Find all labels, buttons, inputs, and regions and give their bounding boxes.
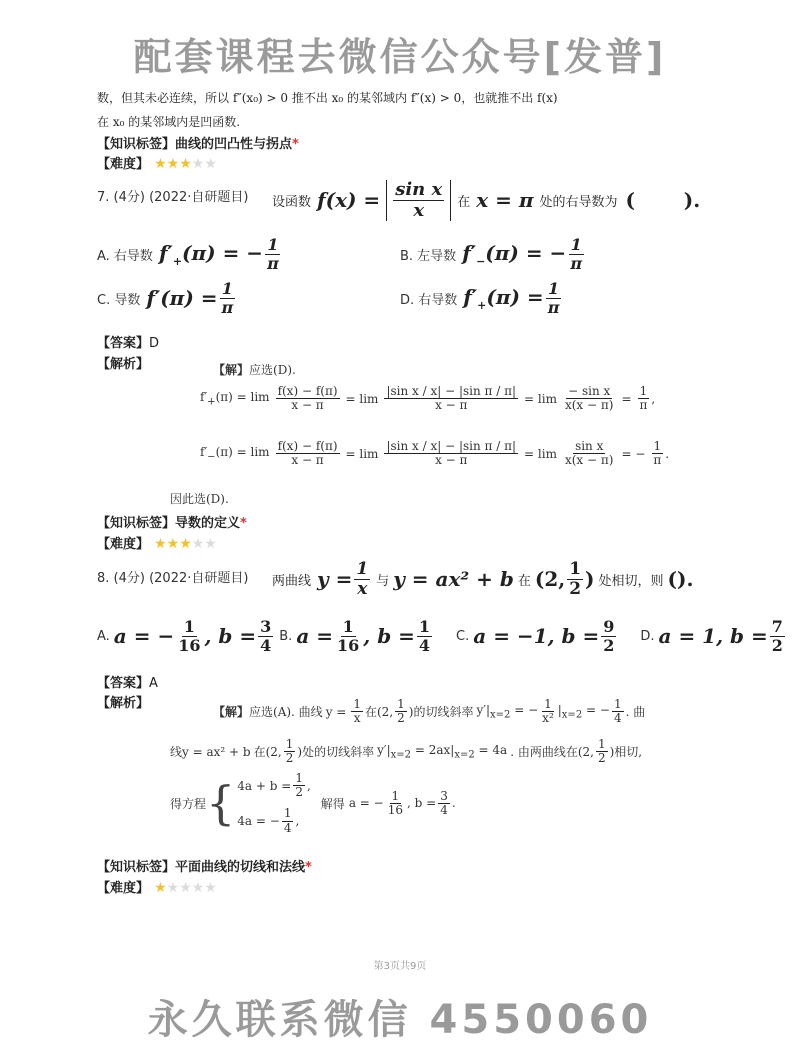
q7-option-d	[400, 280, 563, 316]
q7-option-d-frac: $\frac{1}{\pi}$	[547, 279, 560, 317]
prev-text-line2: 在 x₀ 的某邻域内是凹函数.	[97, 115, 241, 129]
star-empty-icon: ★	[179, 880, 192, 896]
star-empty-icon: ★	[191, 880, 205, 896]
q7-option-b-frac: $\frac{1}{\pi}$	[570, 235, 583, 273]
q7-solution-right-derivative: $f'_+(\pi) = \lim$ $\frac{f(x) - f(\pi)}{x - \pi}$ = lim $\frac{\text{|sin x / x| − |sin π / π|}}{x - \pi}$ = lim $\frac{\text{− sin x}}{x(x - \pi)}$ = $\frac{1}{\pi}$ ,	[200, 384, 656, 413]
q7-answer-value: D	[149, 336, 160, 351]
prev-knowledge-tag	[97, 133, 299, 152]
q8-solution-line2: 线 y = ax² + b 在 (2, $\frac{1}{2}$ ) 处的切线斜率 $y'|_{x=2} = 2ax|_{x=2} = 4a$ . 由两曲线在 (2, $\frac{1}{2}$ ) 相切,	[170, 737, 643, 766]
star-filled-icon: ★	[166, 536, 180, 552]
q8-answer-value: A	[149, 676, 158, 691]
q8-solution-line2-d: . 由两曲线在	[510, 745, 578, 760]
q8-option-a-frac2: $\frac{3}{4}$	[260, 617, 272, 655]
difficulty-stars	[154, 877, 217, 896]
q7-option-a	[97, 236, 283, 272]
q8-stem-post: 处相切，则	[598, 573, 664, 589]
required-mark: *	[240, 516, 247, 531]
difficulty-label: 【难度】	[97, 537, 150, 552]
q8-blank: ().	[667, 567, 694, 592]
q8-option-d: a = 1, b =	[658, 624, 768, 649]
q7-option-d-math: $f'_+(\pi)$ =	[463, 284, 544, 312]
q7-solution-intro-text: 应选(D).	[249, 363, 296, 377]
difficulty-label: 【难度】	[97, 881, 150, 896]
q8-curve1-frac: $\frac{1}{x}$	[356, 559, 369, 599]
q7-solution-head: 【解】	[213, 363, 250, 377]
q8-solution-line1-d: . 曲	[625, 705, 646, 720]
star-filled-icon: ★	[154, 880, 167, 896]
star-filled-icon: ★	[179, 536, 192, 552]
watermark-bottom: 永久联系微信 4550060	[147, 997, 653, 1043]
q8-curve2: y = ax² + b	[393, 567, 514, 592]
q8-point-close: )	[585, 567, 595, 592]
q7-answer	[97, 332, 159, 351]
q7-analysis-label: 【解析】	[97, 357, 150, 372]
q8-solution-line2-e: 相切,	[614, 745, 643, 760]
q7-solution-end: 因此选(D).	[170, 492, 229, 506]
prev-difficulty	[97, 153, 217, 172]
q7-solution-left-derivative: $f'_-(\pi) = \lim$ $\frac{f(x) - f(\pi)}{x - \pi}$ = lim $\frac{\text{|sin x / x| − |sin π / π|}}{x - \pi}$ = lim $\frac{\text{sin x}}{x(x - \pi)}$ = − $\frac{1}{\pi}$ .	[200, 439, 670, 468]
q7-option-b	[400, 236, 586, 272]
q7-stem-mid: 在	[457, 194, 471, 210]
q8-solution-line1: 【解】 应选(A). 曲线 y = $\frac{1}{x}$ 在 (2, $\frac{1}{2}$ ) 的切线斜率 $y'|_{x=2}$ = − $\frac{1}{\text{x²}}$ $|_{x=2}$ = − $\frac{1}{4}$ . 曲	[213, 697, 646, 726]
q8-answer-label: 【答案】	[97, 676, 150, 691]
q8-option-b-b: , b =	[363, 624, 415, 649]
q8-option-b-frac1: $\frac{1}{16}$	[337, 617, 360, 655]
required-mark: *	[305, 860, 312, 875]
q8-stem-mid2: 在	[517, 573, 531, 589]
star-filled-icon: ★	[179, 156, 192, 172]
q8-option-a-frac1: $\frac{1}{16}$	[178, 617, 201, 655]
q8-point-frac: $\frac{1}{2}$	[569, 559, 582, 599]
tag-value: 导数的定义	[175, 516, 241, 531]
q8-option-c: a = −1, b =	[473, 624, 600, 649]
q8-stem	[272, 560, 693, 598]
q8-header: 8. (4分) (2022·自研题目)	[97, 571, 249, 586]
star-empty-icon: ★	[191, 536, 205, 552]
q8-solution-line1-a: 应选(A). 曲线	[249, 705, 323, 720]
system-brace: {	[206, 776, 236, 831]
star-filled-icon: ★	[166, 156, 180, 172]
q8-solution-line3-a: 得方程	[170, 796, 207, 811]
q7-difficulty	[97, 533, 217, 552]
tag-label: 【知识标签】	[97, 516, 176, 531]
q8-option-b-label: B.	[279, 628, 293, 644]
star-empty-icon: ★	[166, 880, 180, 896]
q7-header: 7. (4分) (2022·自研题目)	[97, 190, 249, 205]
q7-option-b-math: $f'_-(\pi)$ = −	[462, 240, 567, 268]
tag-label: 【知识标签】	[97, 860, 176, 875]
q7-xpi: x = π	[476, 188, 534, 213]
q7-stem	[272, 180, 700, 221]
q8-curve1: y =	[317, 567, 353, 592]
q7-stem-post: 处的右导数为	[539, 194, 618, 210]
star-empty-icon: ★	[204, 156, 217, 172]
q8-solution-line1-c: 的切线斜率	[413, 705, 474, 720]
q7-option-c	[97, 280, 237, 316]
page-footer: 第3页共9页	[373, 961, 427, 972]
q7-option-a-label: A. 右导数	[97, 248, 153, 264]
q8-option-d-label: D.	[640, 628, 655, 644]
q7-option-c-label: C. 导数	[97, 292, 141, 308]
q8-solution-line2-c: 处的切线斜率	[302, 745, 375, 760]
q7-fx: f(x) =	[317, 188, 381, 213]
system-equations: 4a + b = $\frac{1}{2}$ , 4a = − $\frac{1}{4}$ ,	[237, 771, 311, 835]
difficulty-stars	[154, 533, 217, 552]
q7-option-a-math: $f'_+(\pi)$ = −	[158, 240, 264, 268]
tag-value: 曲线的凹凸性与拐点	[175, 137, 293, 152]
q7-option-b-label: B. 左导数	[400, 248, 457, 264]
q8-option-b: a =	[296, 624, 333, 649]
star-empty-icon: ★	[191, 156, 205, 172]
q8-point: (2,	[534, 567, 566, 592]
q7-solution-intro	[213, 361, 296, 378]
q7-answer-label: 【答案】	[97, 336, 150, 351]
q8-option-b-frac2: $\frac{1}{4}$	[418, 617, 431, 655]
q8-stem-pre: 两曲线	[272, 573, 312, 589]
q8-option-c-label: C.	[456, 628, 470, 644]
q7-frac: $\frac{\text{sin x}}{x}$	[395, 179, 443, 221]
q8-solution-line3-b: 解得	[320, 796, 345, 811]
difficulty-stars	[154, 153, 217, 172]
q7-option-d-label: D. 右导数	[400, 292, 458, 308]
star-empty-icon: ★	[204, 536, 217, 552]
watermark-top: 配套课程去微信公众号[发普]	[133, 35, 667, 79]
q8-solution-line3: 得方程 { 4a + b = $\frac{1}{2}$ , 4a = − $\frac{1}{4}$ , 解得 a = − $\frac{1}{16}$ , b = $\frac{3}{4}$ .	[170, 771, 456, 835]
tag-value: 平面曲线的切线和法线	[175, 860, 306, 875]
q7-option-c-math: f′(π) =	[146, 286, 218, 311]
q8-stem-mid: 与	[376, 573, 390, 589]
star-filled-icon: ★	[154, 536, 167, 552]
q8-option-a-label: A.	[97, 628, 110, 644]
q8-option-a: a = −	[113, 624, 175, 649]
q8-options	[97, 618, 787, 654]
q7-knowledge-tag	[97, 512, 247, 531]
q7-blank: ( ).	[625, 188, 701, 213]
q8-solution-head: 【解】	[213, 705, 250, 720]
q7-stem-pre: 设函数	[272, 194, 312, 210]
q8-difficulty	[97, 877, 217, 896]
prev-text-line1: 数，但其未必连续，所以 f″(x₀) > 0 推不出 x₀ 的某邻域内 f″(x) > 0，也就推不出 f(x)	[97, 91, 558, 105]
difficulty-label: 【难度】	[97, 157, 150, 172]
q8-solution-line1-b: 在	[364, 705, 377, 720]
q8-option-a-b: , b =	[204, 624, 257, 649]
q7-abs	[386, 180, 451, 221]
q7-option-a-frac: $\frac{1}{\pi}$	[267, 235, 279, 273]
q8-analysis-label: 【解析】	[97, 696, 150, 711]
q8-knowledge-tag	[97, 856, 312, 875]
q8-option-c-frac: $\frac{9}{2}$	[603, 617, 615, 655]
q8-option-d-frac: $\frac{7}{2}$	[771, 617, 783, 655]
q8-answer	[97, 672, 158, 691]
q8-solution-line2-b: 在	[253, 745, 266, 760]
star-filled-icon: ★	[154, 156, 167, 172]
star-empty-icon: ★	[204, 880, 217, 896]
required-mark: *	[292, 137, 299, 152]
q8-solution-line2-a: 线	[170, 745, 183, 760]
tag-label: 【知识标签】	[97, 137, 176, 152]
q7-option-c-frac: $\frac{1}{\pi}$	[221, 279, 234, 317]
